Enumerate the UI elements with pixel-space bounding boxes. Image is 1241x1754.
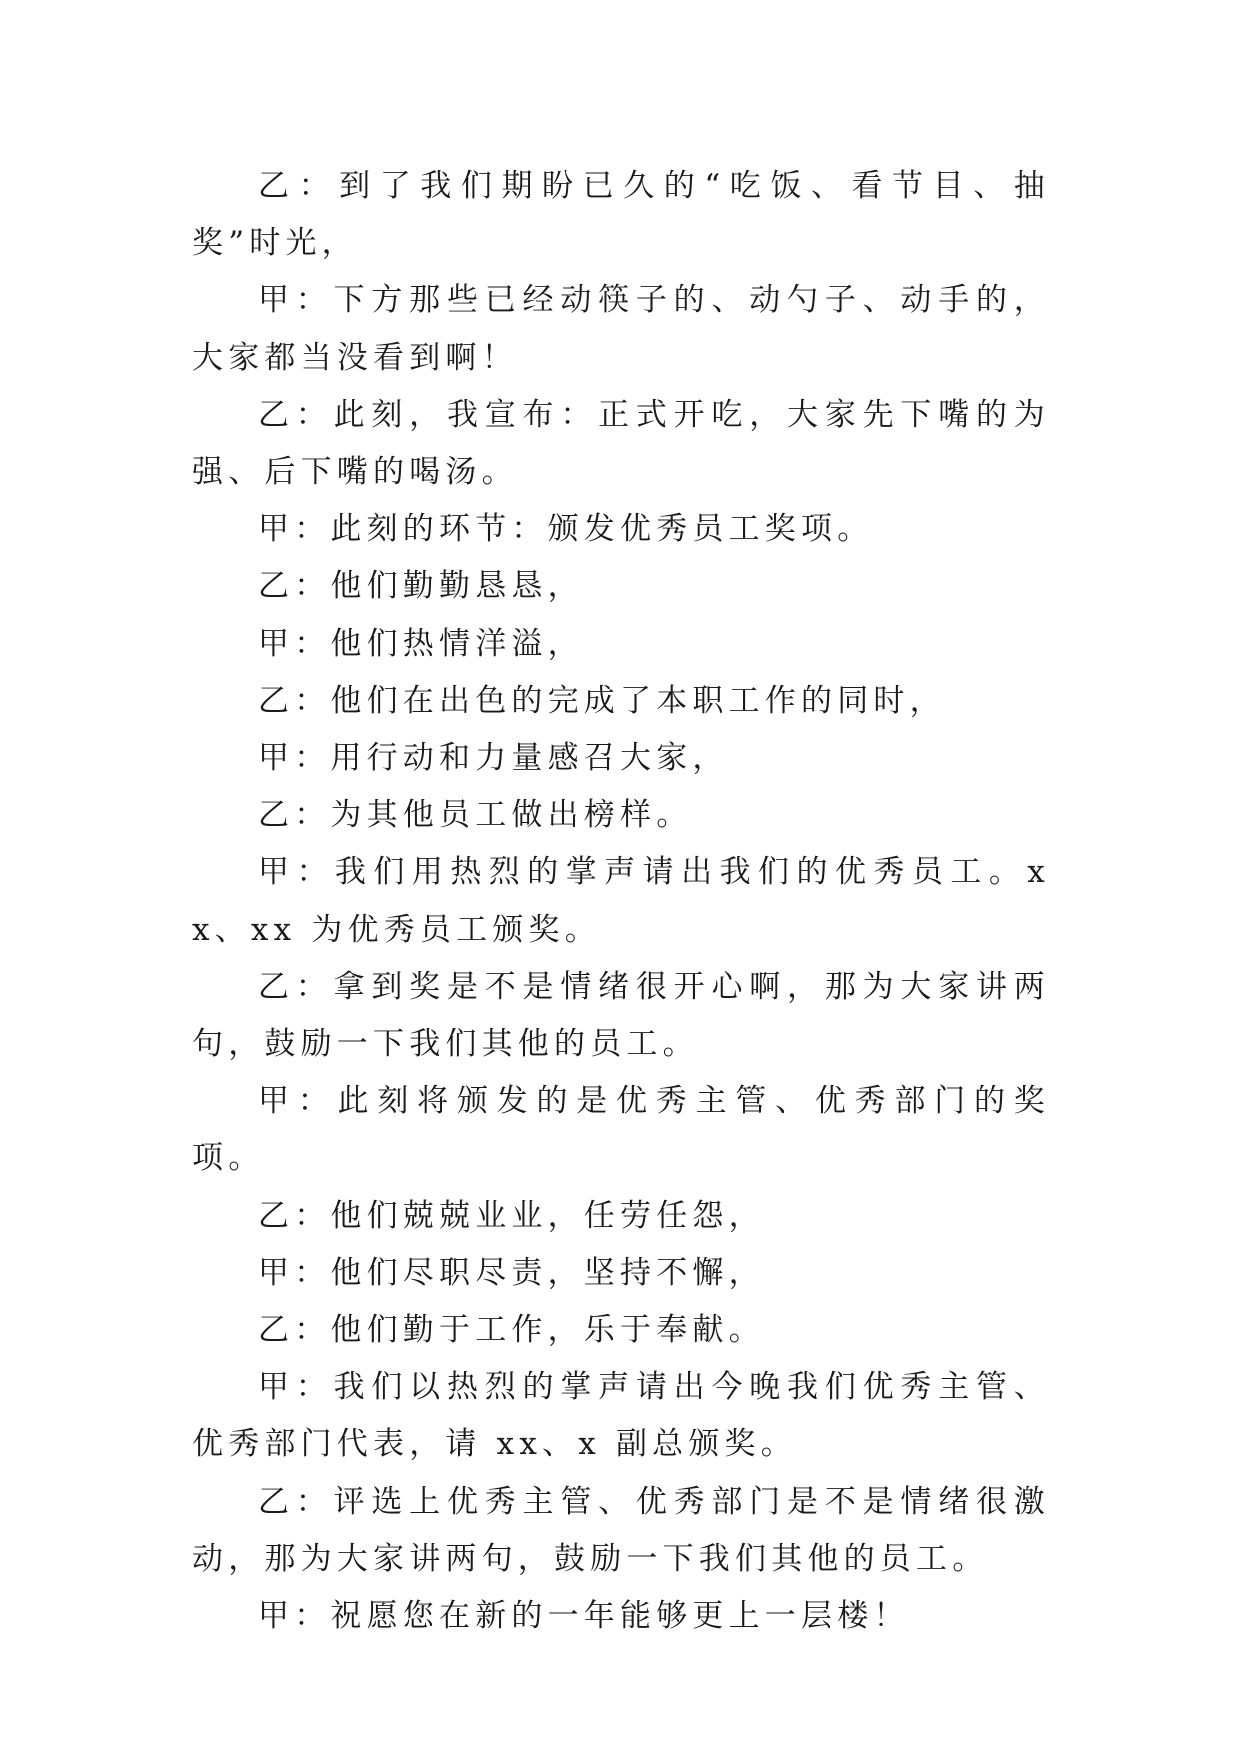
paragraph: 乙：到了我们期盼已久的“吃饭、看节目、抽奖”时光， <box>192 168 1050 262</box>
paragraph: 甲：我们用热烈的掌声请出我们的优秀员工。xx、xx 为优秀员工颁奖。 <box>192 854 1050 948</box>
paragraph: 乙：拿到奖是不是情绪很开心啊，那为大家讲两句，鼓励一下我们其他的员工。 <box>192 968 1050 1063</box>
paragraph: 甲：我们以热烈的掌声请出今晚我们优秀主管、优秀部门代表，请 xx、x 副总颁奖。 <box>192 1369 1050 1463</box>
paragraph: 甲：他们热情洋溢， <box>258 625 584 662</box>
paragraph: 甲：用行动和力量感召大家， <box>258 740 729 777</box>
paragraph: 甲：此刻的环节：颁发优秀员工奖项。 <box>258 511 874 548</box>
paragraph: 乙：他们在出色的完成了本职工作的同时， <box>258 682 946 719</box>
paragraph: 乙：评选上优秀主管、优秀部门是不是情绪很激动，那为大家讲两句，鼓励一下我们其他的员工。 <box>192 1483 1050 1577</box>
document-body <box>192 158 1050 1645</box>
paragraph: 甲：他们尽职尽责，坚持不懈， <box>258 1254 765 1291</box>
paragraph: 乙：此刻，我宣布：正式开吃，大家先下嘴的为强、后下嘴的喝汤。 <box>192 396 1050 491</box>
paragraph: 乙：他们勤于工作，乐于奉献。 <box>258 1312 765 1349</box>
paragraph: 乙：为其他员工做出榜样。 <box>258 797 693 834</box>
paragraph: 甲：此刻将颁发的是优秀主管、优秀部门的奖项。 <box>192 1083 1050 1177</box>
paragraph: 乙：他们兢兢业业，任劳任怨， <box>258 1197 765 1234</box>
paragraph: 甲：祝愿您在新的一年能够更上一层楼！ <box>258 1598 910 1635</box>
paragraph: 甲：下方那些已经动筷子的、动勺子、动手的，大家都当没看到啊！ <box>192 282 1050 376</box>
paragraph: 乙：他们勤勤恳恳， <box>258 568 584 605</box>
